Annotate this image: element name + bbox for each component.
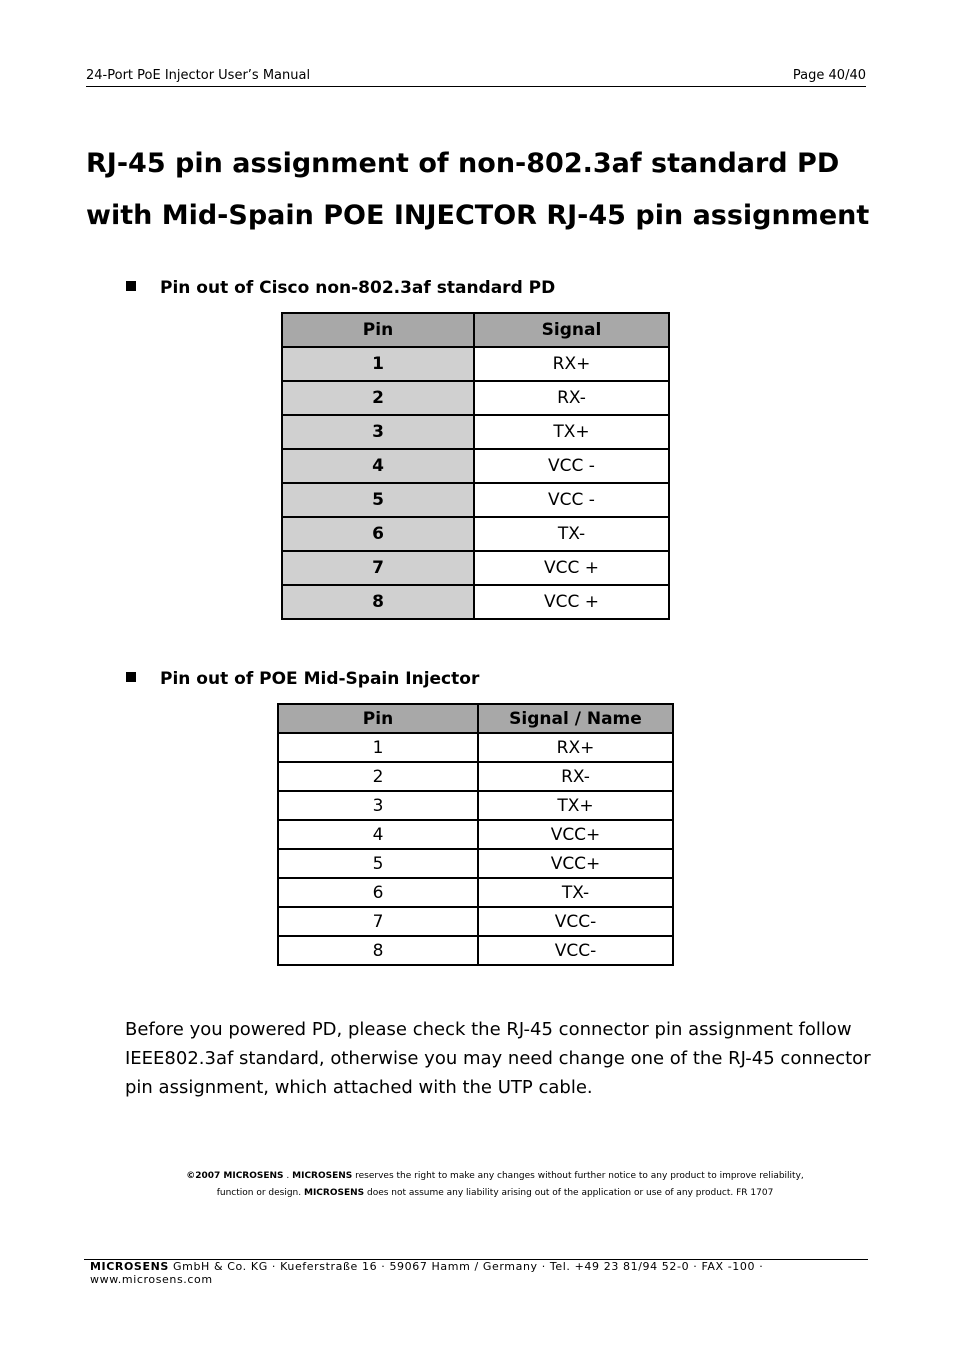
signal-cell: VCC+ bbox=[478, 849, 673, 878]
pin-cell: 5 bbox=[278, 849, 478, 878]
signal-cell: VCC + bbox=[474, 551, 669, 585]
pin-cell: 2 bbox=[282, 381, 474, 415]
table-row bbox=[278, 733, 673, 762]
signal-cell: VCC+ bbox=[478, 820, 673, 849]
signal-cell: VCC - bbox=[474, 449, 669, 483]
table-row bbox=[278, 820, 673, 849]
signal-cell: RX+ bbox=[474, 347, 669, 381]
injector-pinout-table bbox=[277, 703, 674, 966]
table-row bbox=[282, 381, 669, 415]
table-row bbox=[282, 585, 669, 619]
table-row bbox=[278, 791, 673, 820]
legal-separator: . bbox=[283, 1171, 293, 1181]
legal-text-2a: function or design. bbox=[216, 1188, 304, 1198]
footer-address: GmbH & Co. KG · Kueferstraße 16 · 59067 Hamm / Germany · Tel. +49 23 81/94 52-0 · FAX -100 · www.microsens.com bbox=[90, 1260, 764, 1286]
page-footer bbox=[90, 1260, 870, 1286]
signal-cell: VCC- bbox=[478, 907, 673, 936]
legal-brand: MICROSENS bbox=[303, 1188, 365, 1198]
pin-cell: 8 bbox=[278, 936, 478, 965]
table-row bbox=[282, 483, 669, 517]
signal-cell: VCC- bbox=[478, 936, 673, 965]
column-header: Pin bbox=[282, 313, 474, 347]
signal-cell: RX+ bbox=[478, 733, 673, 762]
square-bullet-icon bbox=[126, 281, 136, 291]
section1-heading bbox=[126, 278, 555, 298]
page-header bbox=[86, 68, 866, 87]
pin-cell: 1 bbox=[278, 733, 478, 762]
pin-cell: 2 bbox=[278, 762, 478, 791]
table-row bbox=[282, 517, 669, 551]
table-row bbox=[282, 551, 669, 585]
table-row bbox=[278, 936, 673, 965]
footer-brand: MICROSENS bbox=[90, 1260, 169, 1273]
signal-cell: TX+ bbox=[478, 791, 673, 820]
pin-cell: 8 bbox=[282, 585, 474, 619]
page-title bbox=[86, 138, 886, 242]
page-number: Page 40/40 bbox=[792, 68, 866, 83]
manual-title: 24-Port PoE Injector User’s Manual bbox=[86, 68, 311, 83]
table-row bbox=[278, 762, 673, 791]
table-header-row bbox=[282, 313, 669, 347]
table-row bbox=[278, 878, 673, 907]
cisco-pinout-table bbox=[281, 312, 670, 620]
pin-cell: 6 bbox=[278, 878, 478, 907]
pin-cell: 3 bbox=[278, 791, 478, 820]
square-bullet-icon bbox=[126, 672, 136, 682]
signal-cell: TX- bbox=[478, 878, 673, 907]
section1-heading-text: Pin out of Cisco non-802.3af standard PD bbox=[160, 278, 556, 298]
section2-heading-text: Pin out of POE Mid-Spain Injector bbox=[160, 669, 480, 689]
signal-cell: TX- bbox=[474, 517, 669, 551]
instruction-paragraph: Before you powered PD, please check the RJ-45 connector pin assignment follow IEEE802.3af standard, otherwise you may need change one of the RJ-45 connector pin assignment, which attached with the UTP cable. bbox=[125, 1019, 871, 1098]
copyright-text: ©2007 MICROSENS bbox=[186, 1171, 284, 1181]
column-header: Signal bbox=[474, 313, 669, 347]
pin-cell: 7 bbox=[278, 907, 478, 936]
pin-cell: 4 bbox=[278, 820, 478, 849]
pin-cell: 1 bbox=[282, 347, 474, 381]
table-row bbox=[282, 415, 669, 449]
column-header: Signal / Name bbox=[478, 704, 673, 733]
legal-text-1: reserves the right to make any changes without further notice to any product to improve reliability, bbox=[352, 1171, 804, 1181]
signal-cell: VCC - bbox=[474, 483, 669, 517]
signal-cell: RX- bbox=[478, 762, 673, 791]
legal-notice bbox=[120, 1168, 870, 1202]
signal-cell: TX+ bbox=[474, 415, 669, 449]
pin-cell: 5 bbox=[282, 483, 474, 517]
pin-cell: 3 bbox=[282, 415, 474, 449]
table-row bbox=[282, 449, 669, 483]
title-line-1: RJ-45 pin assignment of non-802.3af standard PD bbox=[86, 148, 840, 179]
section2-heading bbox=[126, 669, 479, 689]
signal-cell: VCC + bbox=[474, 585, 669, 619]
table-header-row bbox=[278, 704, 673, 733]
pin-cell: 6 bbox=[282, 517, 474, 551]
pin-cell: 4 bbox=[282, 449, 474, 483]
table-row bbox=[278, 849, 673, 878]
legal-brand: MICROSENS bbox=[292, 1171, 353, 1181]
title-line-2: with Mid-Spain POE INJECTOR RJ-45 pin assignment bbox=[86, 200, 870, 231]
signal-cell: RX- bbox=[474, 381, 669, 415]
table-row bbox=[282, 347, 669, 381]
pin-cell: 7 bbox=[282, 551, 474, 585]
table-row bbox=[278, 907, 673, 936]
legal-text-2b: does not assume any liability arising out of the application or use of any product. FR 1707 bbox=[364, 1188, 774, 1198]
column-header: Pin bbox=[278, 704, 478, 733]
